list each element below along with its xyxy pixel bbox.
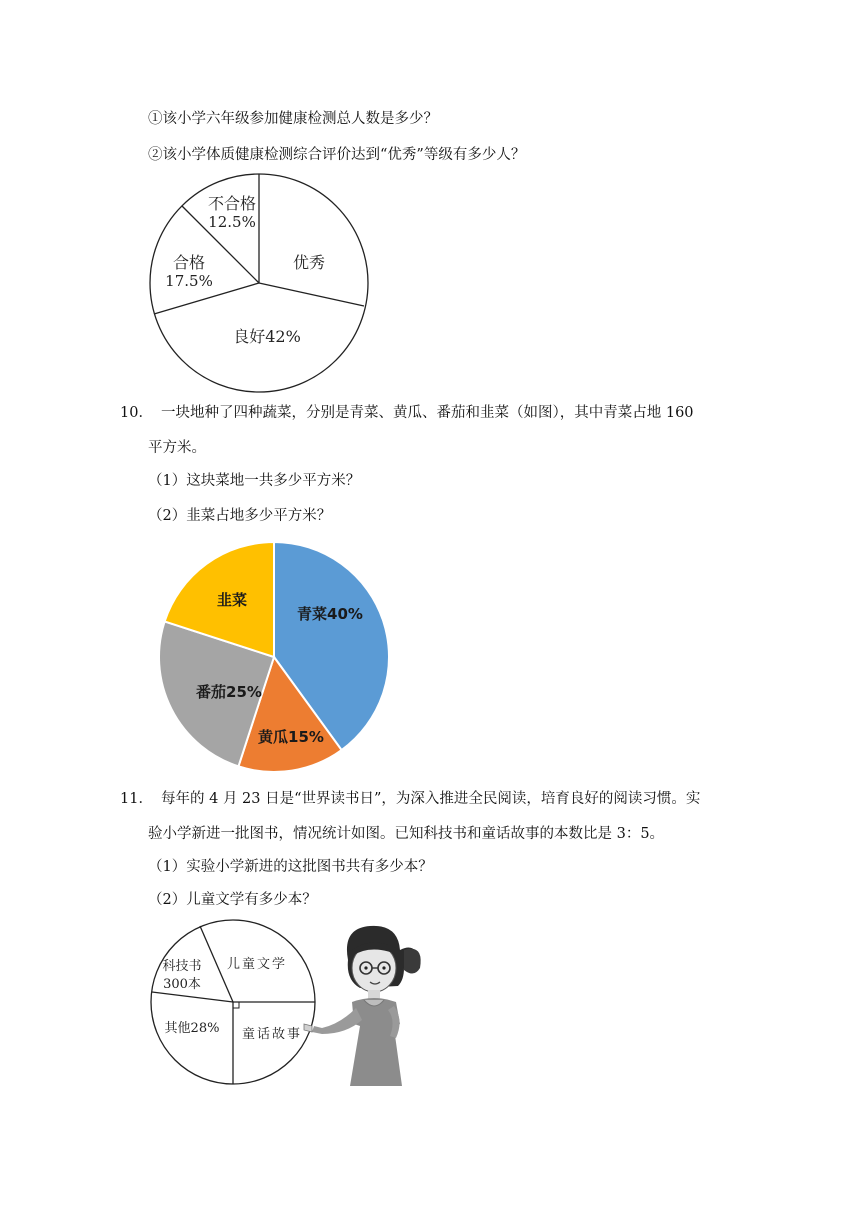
q11-label-children-lit: 儿童文学 — [226, 957, 288, 972]
q9-label-fail-name: 不合格 — [207, 194, 257, 213]
q9-label-fail-pct: 12.5% — [208, 213, 256, 231]
q9-sub2: ②该小学体质健康检测综合评价达到“优秀”等级有多少人？ — [148, 147, 526, 163]
q11-pie-chart — [145, 918, 325, 1098]
q9-label-good: 良好42% — [233, 327, 301, 346]
q11-label-other: 其他28% — [164, 1021, 220, 1036]
q9-sub1: ①该小学六年级参加健康检测总人数是多少？ — [148, 111, 438, 127]
q9-label-pass-pct: 17.5% — [165, 272, 213, 290]
q10-sub1: （1）这块菜地一共多少平方米？ — [148, 473, 361, 489]
q11-label-tech-count: 300本 — [163, 977, 201, 992]
q10-label-cucumber: 黄瓜15% — [258, 728, 324, 746]
teacher-illustration — [300, 920, 440, 1090]
q10-label-leek: 韭菜 — [216, 591, 248, 609]
q11-stem-line1: 每年的 4 月 23 日是“世界读书日”，为深入推进全民阅读，培育良好的阅读习惯。实 — [161, 791, 701, 807]
q10-pie-chart — [154, 537, 394, 777]
q10-stem-line2: 平方米。 — [148, 440, 206, 456]
q11-number: 11． — [120, 791, 153, 807]
q10-label-tomato: 番茄25% — [196, 683, 262, 701]
q10-number: 10． — [120, 405, 153, 421]
q11-stem-line2: 验小学新进一批图书，情况统计如图。已知科技书和童话故事的本数比是 3：5。 — [148, 826, 665, 842]
q10-stem-line1: 一块地种了四种蔬菜，分别是青菜、黄瓜、番茄和韭菜（如图），其中青菜占地 160 — [161, 405, 694, 421]
q10-label-greens: 青菜40% — [297, 605, 363, 623]
q11-sub1: （1）实验小学新进的这批图书共有多少本？ — [148, 859, 433, 875]
q11-sub2: （2）儿童文学有多少本？ — [148, 892, 317, 908]
q9-pie-chart — [144, 170, 374, 400]
q10-sub2: （2）韭菜占地多少平方米？ — [148, 508, 332, 524]
q11-label-fairy: 童话故事 — [241, 1027, 303, 1042]
q9-label-excellent: 优秀 — [292, 253, 326, 272]
q11-label-tech-name: 科技书 — [162, 959, 202, 974]
q9-label-pass-name: 合格 — [172, 253, 206, 272]
